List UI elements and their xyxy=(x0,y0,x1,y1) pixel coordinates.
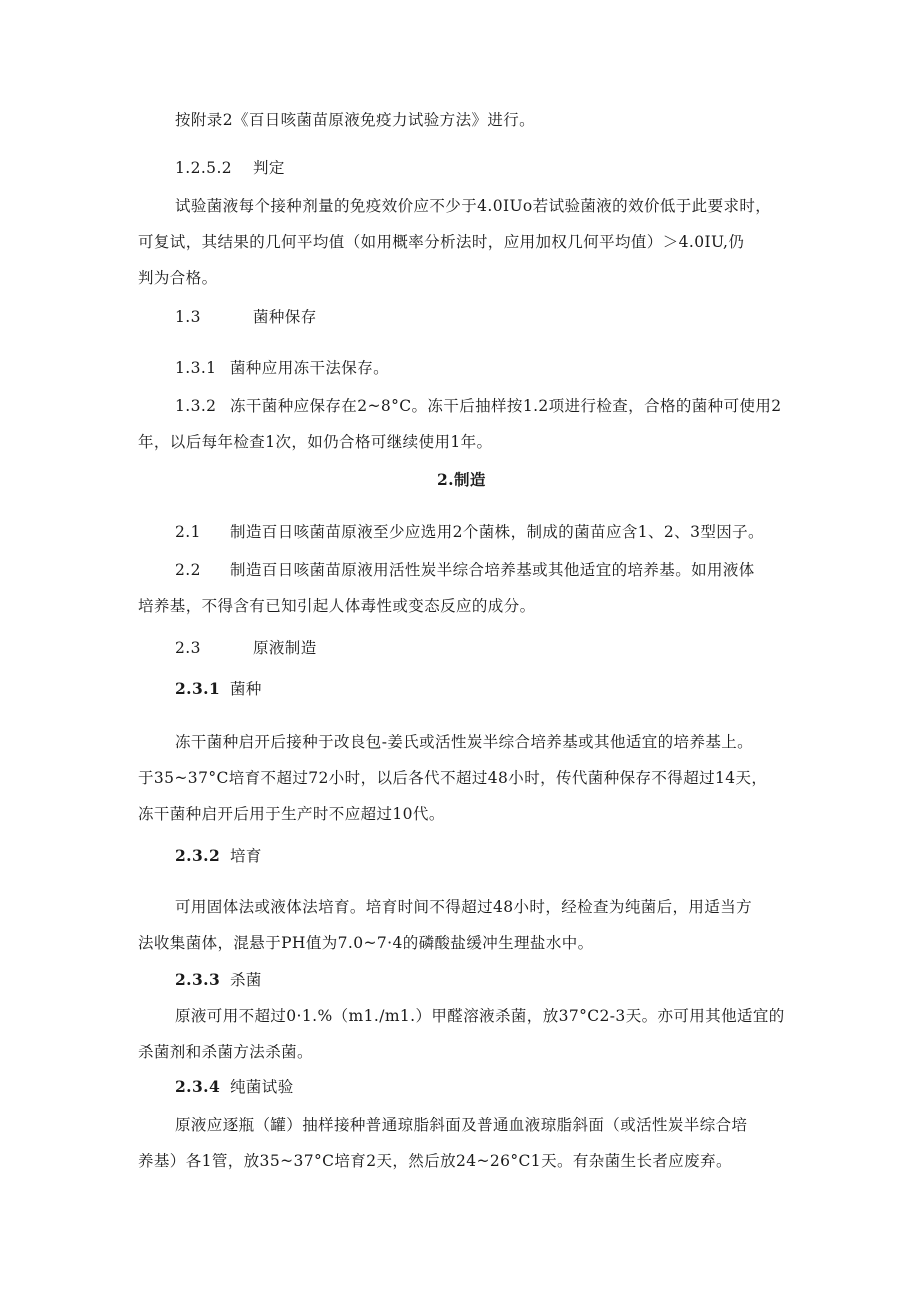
section-title: 菌种 xyxy=(230,680,262,698)
clause-number: 2.1 xyxy=(175,523,201,541)
section-title: 判定 xyxy=(253,159,285,177)
section-heading-2-3 xyxy=(175,638,317,658)
clause-text: 冻干菌种应保存在2~8°C。冻干后抽样按1.2项进行检查，合格的菌种可使用2 xyxy=(230,397,782,415)
section-heading-2-3-2 xyxy=(175,846,262,866)
paragraph-line: 杀菌剂和杀菌方法杀菌。 xyxy=(138,1043,313,1061)
section-number: 1.2.5.2 xyxy=(175,159,233,177)
clause-1-3-1 xyxy=(175,358,389,378)
section-title: 杀菌 xyxy=(230,971,262,989)
section-title: 纯菌试验 xyxy=(230,1078,294,1096)
section-heading-2-3-4 xyxy=(175,1077,294,1097)
paragraph-line: 培养基，不得含有已知引起人体毒性或变态反应的成分。 xyxy=(138,597,536,615)
section-heading-1-3 xyxy=(175,307,317,327)
section-number: 2.3.4 xyxy=(175,1077,221,1096)
paragraph-line: 养基）各1管，放35~37°C培育2天，然后放24~26°C1天。有杂菌生长者应废弃。 xyxy=(138,1152,732,1170)
section-number: 2.3 xyxy=(175,639,201,657)
section-number: 2.3.2 xyxy=(175,846,221,865)
clause-text: 制造百日咳菌苗原液至少应选用2个菌株，制成的菌苗应含1、2、3型因子。 xyxy=(230,523,764,541)
clause-number: 1.3.2 xyxy=(175,397,217,415)
clause-2-2 xyxy=(175,560,755,580)
paragraph-line: 判为合格。 xyxy=(138,269,218,287)
paragraph-line: 冻干菌种启开后接种于改良包-姜氏或活性炭半综合培养基或其他适宜的培养基上。 xyxy=(175,733,754,751)
section-number: 2.3.3 xyxy=(175,970,221,989)
paragraph-line: 按附录2《百日咳菌苗原液免疫力试验方法》进行。 xyxy=(175,111,536,129)
clause-1-3-2 xyxy=(175,396,782,416)
paragraph-line: 试验菌液每个接种剂量的免疫效价应不少于4.0IUo若试验菌液的效价低于此要求时， xyxy=(175,197,772,215)
paragraph-line: 冻干菌种启开后用于生产时不应超过10代。 xyxy=(138,805,445,823)
paragraph-line: 法收集菌体，混悬于PH值为7.0~7·4的磷酸盐缓冲生理盐水中。 xyxy=(138,934,594,952)
section-heading-2-3-1 xyxy=(175,679,262,699)
clause-text: 制造百日咳菌苗原液用活性炭半综合培养基或其他适宜的培养基。如用液体 xyxy=(230,561,755,579)
paragraph-line: 原液可用不超过0·1.%（m1./m1.）甲醛溶液杀菌，放37°C2-3天。亦可用其他适宜的 xyxy=(175,1007,785,1025)
clause-number: 2.2 xyxy=(175,561,201,579)
paragraph-line: 年，以后每年检查1次，如仍合格可继续使用1年。 xyxy=(138,433,493,451)
paragraph-line: 可用固体法或液体法培育。培育时间不得超过48小时，经检查为纯菌后，用适当方 xyxy=(175,898,753,916)
section-title: 原液制造 xyxy=(253,639,317,657)
clause-number: 1.3.1 xyxy=(175,359,217,377)
section-number: 1.3 xyxy=(175,308,201,326)
chapter-heading: 2.制造 xyxy=(437,470,486,489)
section-heading-1-2-5-2 xyxy=(175,158,285,178)
section-title: 培育 xyxy=(230,847,262,865)
section-heading-2-3-3 xyxy=(175,970,262,990)
section-number: 2.3.1 xyxy=(175,679,221,698)
paragraph-line: 于35~37°C培育不超过72小时，以后各代不超过48小时，传代菌种保存不得超过14天， xyxy=(138,769,768,787)
paragraph-line: 原液应逐瓶（罐）抽样接种普通琼脂斜面及普通血液琼脂斜面（或活性炭半综合培 xyxy=(175,1116,748,1134)
section-title: 菌种保存 xyxy=(253,308,317,326)
clause-text: 菌种应用冻干法保存。 xyxy=(230,359,390,377)
clause-2-1 xyxy=(175,522,764,542)
paragraph-line: 可复试，其结果的几何平均值（如用概率分析法时，应用加权几何平均值）＞4.0IU,仍 xyxy=(138,233,745,251)
